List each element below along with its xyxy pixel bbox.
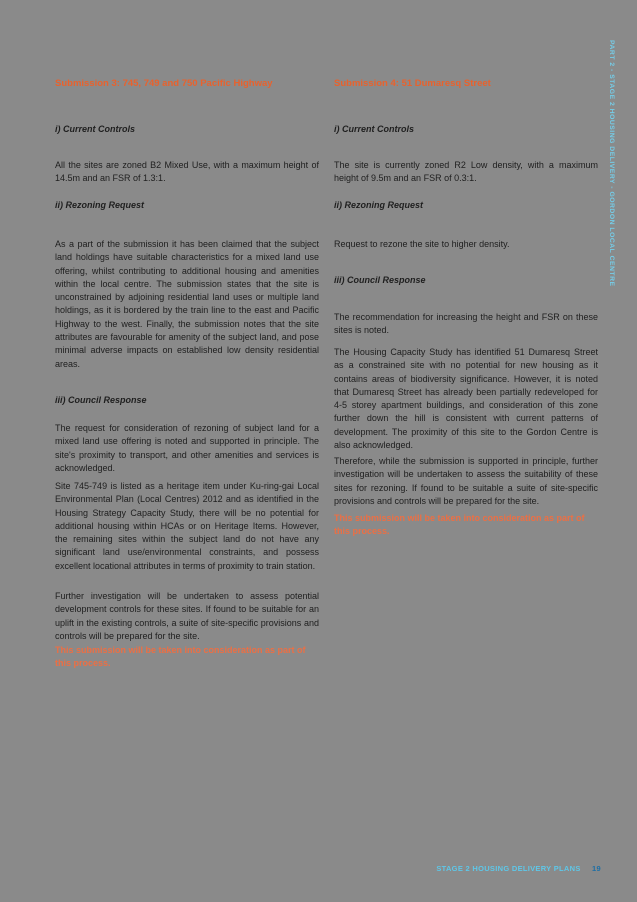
page-number: 19 (592, 864, 601, 873)
left-council-response-subhead: iii) Council Response (55, 395, 147, 405)
left-council-response-para-3: Further investigation will be undertaken to assess potential development controls for these sites. If found to be suitable for an uplift in the existing controls, a suite of site-specific provisions and controls will be prepared for the site. (55, 591, 319, 641)
page-footer (436, 864, 601, 873)
left-council-response-para-2: Site 745-749 is listed as a heritage item under Ku-ring-gai Local Environmental Plan (Local Centres) 2012 and as identified in the Housing Strategy Capacity Study, there will be no potential for additional housing within HCAs or on Heritage Items. However, the remaining sites within the subject land do not have any significant land use/environmental constraints, and possess excellent locational attributes in terms of proximity to train station. (55, 481, 319, 571)
left-current-controls-text: All the sites are zoned B2 Mixed Use, with a maximum height of 14.5m and an FSR of 1.3:1. (55, 160, 319, 184)
footer-title: STAGE 2 HOUSING DELIVERY PLANS (436, 864, 581, 873)
right-council-response-para-2: The Housing Capacity Study has identified 51 Dumaresq Street as a constrained site with no potential for new housing as it contains areas of biodiversity significance. However, it is noted that Dumaresq Street has already been partially redeveloped for 4-5 storey apartment buildings, and consideration of this zone further down the hill is consistent with current patterns of development. The proximity of this site to the Gordon Centre is also acknowledged. (334, 347, 598, 451)
right-current-controls-subhead: i) Current Controls (334, 124, 414, 134)
left-rezoning-request-subhead: ii) Rezoning Request (55, 200, 145, 210)
right-current-controls-text: The site is currently zoned R2 Low density, with a maximum height of 9.5m and an FSR of 0.3:1. (334, 160, 598, 184)
right-council-response-subhead: iii) Council Response (334, 275, 426, 285)
right-consideration-note: This submission will be taken into consideration as part of this process. (334, 513, 585, 537)
right-council-response-para-1: The recommendation for increasing the height and FSR on these sites is noted. (334, 312, 598, 336)
submission-3-heading: Submission 3: 745, 749 and 750 Pacific Highway (55, 78, 273, 89)
right-rezoning-request-text: Request to rezone the site to higher density. (334, 239, 510, 249)
left-current-controls-subhead: i) Current Controls (55, 124, 135, 134)
right-council-response-para-3: Therefore, while the submission is supported in principle, further investigation will be undertaken to assess the suitability of these sites for rezoning. If found to be suitable a suite of site-specific provisions and controls will be prepared for the site. (334, 456, 598, 506)
left-consideration-note: This submission will be taken into consideration as part of this process. (55, 645, 306, 669)
right-rezoning-request-subhead: ii) Rezoning Request (334, 200, 424, 210)
submission-4-heading: Submission 4: 51 Dumaresq Street (334, 78, 491, 89)
left-rezoning-request-text: As a part of the submission it has been claimed that the subject land holdings have suitable characteristics for a mixed land use offering, whilst contributing to additional housing and amenities within the local centre. The submission states that the site is unconstrained by adjoining residential land uses or multiple land holdings, as it is bordered by the train line to the east and Pacific Highway to the west. Finally, the submission notes that the site attributes are favourable for amenity of the subject land, and pose minimal adverse impacts on established low density residential areas. (55, 239, 319, 369)
sidebar-vertical-label: PART 2 - STAGE 2 HOUSING DELIVERY - GORDON LOCAL CENTRE (608, 40, 615, 287)
left-council-response-para-1: The request for consideration of rezoning of subject land for a mixed land use offering is noted and supported in principle. The site's proximity to transport, and other amenities and services is acknowledged. (55, 423, 319, 473)
